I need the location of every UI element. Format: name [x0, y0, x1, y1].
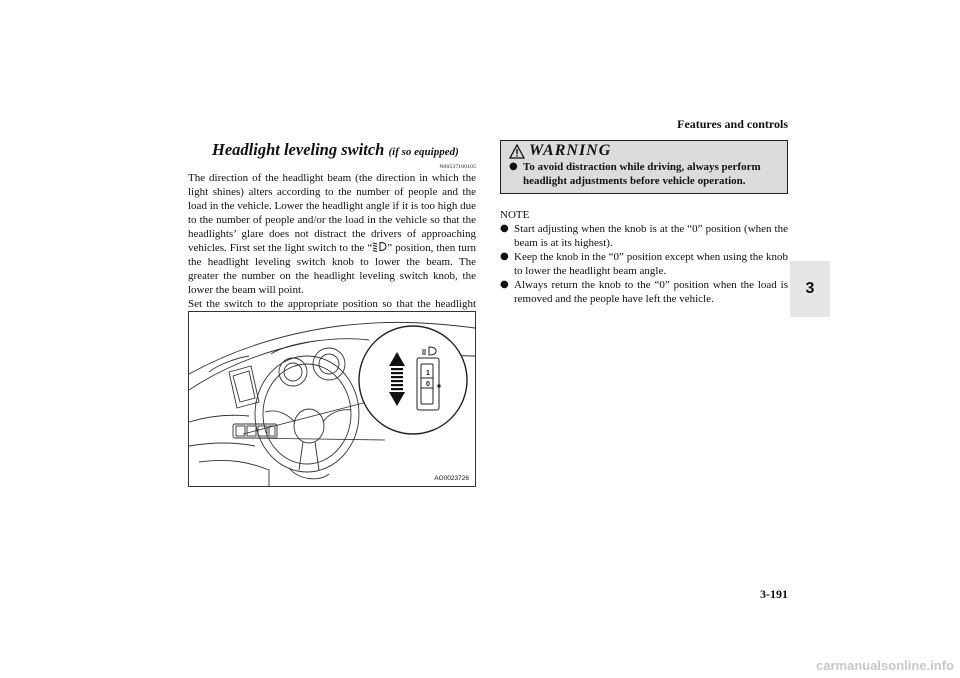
warning-box: [500, 140, 788, 194]
warning-header: [509, 142, 780, 160]
paragraph-1-part-b: ” position, then turn the headlight leveling switch knob to lower the beam. The greater the number on the headlight leveling switch knob, the lower the beam will point.: [188, 242, 476, 296]
warning-item: [509, 160, 780, 188]
left-column: [188, 140, 476, 325]
note-list: [500, 222, 788, 306]
dashboard-drawing: [189, 312, 475, 486]
bullet-icon: ●: [509, 161, 518, 172]
article-code: N00537100105: [439, 164, 476, 170]
knob-label-1: 1: [426, 370, 430, 377]
bullet-icon: ●: [500, 223, 509, 234]
figure-code: AG0023726: [434, 475, 469, 482]
note-item: [500, 250, 788, 278]
warning-text: To avoid distraction while driving, always perform headlight adjustments before vehicle operation.: [523, 161, 761, 187]
note-text: Keep the knob in the “0” position except when using the knob to lower the headlight beam angle.: [514, 251, 788, 277]
note-text: Always return the knob to the “0” position when the load is removed and the people have left the vehicle.: [514, 279, 788, 305]
watermark-link[interactable]: carmanualsonline.info: [816, 658, 954, 673]
section-header: Features and controls: [677, 117, 788, 131]
article-body: [188, 171, 476, 325]
paragraph-1: [188, 171, 476, 297]
knob-label-0: 0: [426, 381, 430, 388]
note-item: [500, 222, 788, 250]
note-item: [500, 278, 788, 306]
note-text: Start adjusting when the knob is at the “0” position (when the beam is at its highest).: [514, 223, 788, 249]
right-column: [500, 140, 788, 306]
page-number: 3-191: [760, 587, 788, 601]
dashboard-illustration: [188, 311, 476, 487]
bullet-icon: ●: [500, 279, 509, 290]
paragraph-1-part-a: The direction of the headlight beam (the direction in which the light shines) alters according to the number of people and the load in the vehicle. Lower the headlight angle if it is too high due to the number of people and/or the load in the vehicle so that the headlights’ glare does not distract the drivers of approaching vehicles. First set the light switch to the “: [188, 172, 476, 254]
paragraph-2: Set the switch to the appropriate position so that the headlight: [188, 298, 476, 310]
headlight-low-beam-icon: [372, 241, 387, 252]
warning-title: WARNING: [529, 142, 612, 159]
bullet-icon: ●: [500, 251, 509, 262]
article-title: [212, 140, 476, 160]
article-title-suffix: (if so equipped): [388, 146, 459, 158]
warning-triangle-icon: [509, 144, 525, 159]
article-title-text: Headlight leveling switch: [212, 140, 385, 159]
note-title: NOTE: [500, 209, 530, 221]
chapter-tab: 3: [790, 261, 830, 317]
